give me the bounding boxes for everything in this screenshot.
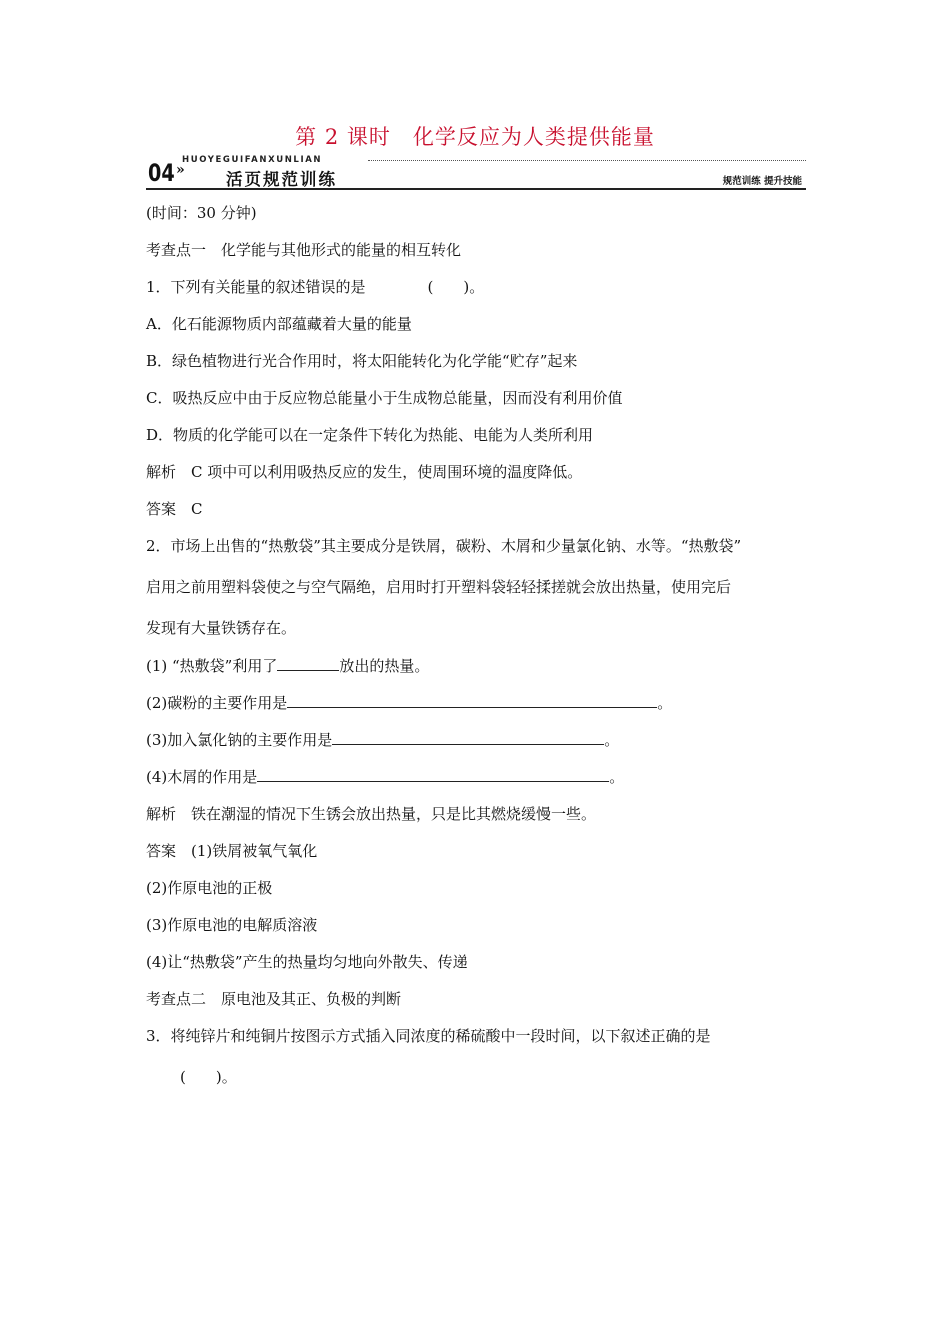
- question-2-answer-2: (2)作原电池的正极: [146, 879, 273, 897]
- section-number: 04: [148, 159, 175, 187]
- question-2-answer-3: (3)作原电池的电解质溶液: [146, 916, 318, 934]
- answer-paren: ( )。: [427, 278, 485, 296]
- dotted-divider: [368, 160, 806, 161]
- section-banner: [146, 154, 806, 190]
- section-slogan: 规范训练 提升技能: [722, 176, 802, 187]
- question-1-text: 1．下列有关能量的叙述错误的是: [146, 278, 366, 296]
- lesson-title: 第 2 课时 化学反应为人类提供能量: [295, 125, 655, 149]
- section-rule: [146, 188, 806, 190]
- question-3-paren: ( )。: [180, 1068, 237, 1086]
- option-a: A．化石能源物质内部蕴藏着大量的能量: [146, 315, 412, 333]
- topic-heading-1: 考查点一 化学能与其他形式的能量的相互转化: [146, 241, 462, 259]
- double-chevron-icon: »: [176, 162, 185, 178]
- question-1-stem: [146, 276, 484, 297]
- question-3-stem: 3．将纯锌片和纯铜片按图示方式插入同浓度的稀硫酸中一段时间，以下叙述正确的是: [146, 1027, 711, 1045]
- sub-question-4: (4)木屑的作用是 。: [146, 768, 625, 786]
- fill-blank: [287, 693, 657, 708]
- time-limit: (时间：30 分钟): [146, 204, 257, 222]
- fill-blank: [257, 767, 609, 782]
- question-2-answer-1: 答案 (1)铁屑被氧气氧化: [146, 842, 318, 860]
- question-2-answer-4: (4)让“热敷袋”产生的热量均匀地向外散失、传递: [146, 953, 468, 971]
- question-1-answer: 答案 C: [146, 500, 203, 518]
- fill-blank: [277, 656, 339, 671]
- option-b: B．绿色植物进行光合作用时，将太阳能转化为化学能“贮存”起来: [146, 352, 578, 370]
- option-c: C．吸热反应中由于反应物总能量小于生成物总能量，因而没有利用价值: [146, 389, 623, 407]
- fill-blank: [332, 730, 604, 745]
- option-d: D．物质的化学能可以在一定条件下转化为热能、电能为人类所利用: [146, 426, 594, 444]
- sub-question-1: (1) “热敷袋”利用了 放出的热量。: [146, 657, 430, 675]
- question-1-analysis: 解析 C 项中可以利用吸热反应的发生，使周围环境的温度降低。: [146, 463, 583, 481]
- sub-question-2: (2)碳粉的主要作用是 。: [146, 694, 673, 712]
- question-2-stem-line-1: 2．市场上出售的“热敷袋”其主要成分是铁屑，碳粉、木屑和少量氯化钠、水等。“热敷袋”: [146, 537, 742, 555]
- section-pinyin: HUOYEGUIFANXUNLIAN: [182, 155, 323, 165]
- section-name: 活页规范训练: [226, 170, 337, 189]
- sub-question-3: (3)加入氯化钠的主要作用是 。: [146, 731, 620, 749]
- question-2-analysis: 解析 铁在潮湿的情况下生锈会放出热量，只是比其燃烧缓慢一些。: [146, 805, 597, 823]
- question-2-stem-line-2: 启用之前用塑料袋使之与空气隔绝，启用时打开塑料袋轻轻揉搓就会放出热量，使用完后: [146, 578, 732, 596]
- topic-heading-2: 考查点二 原电池及其正、负极的判断: [146, 990, 402, 1008]
- question-2-stem-line-3: 发现有大量铁锈存在。: [146, 619, 297, 637]
